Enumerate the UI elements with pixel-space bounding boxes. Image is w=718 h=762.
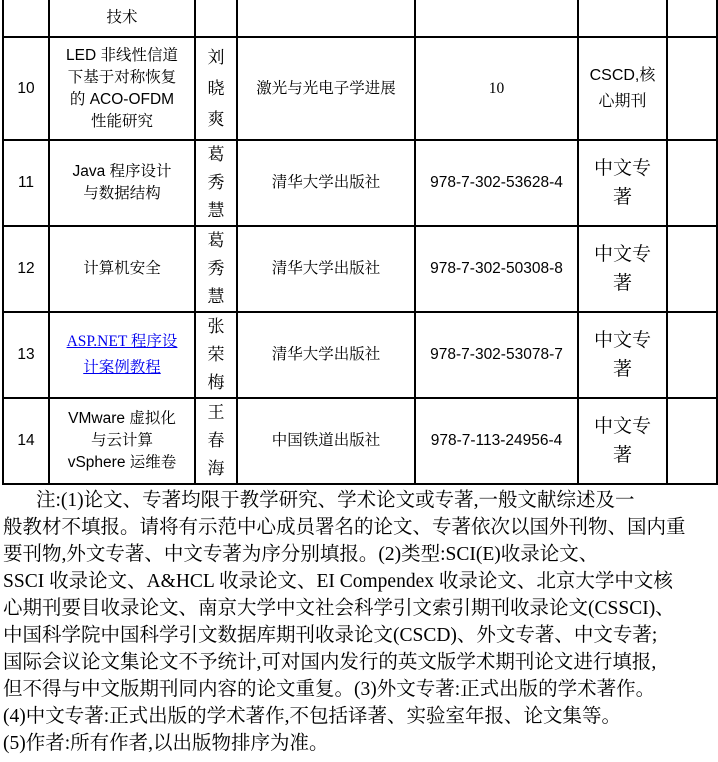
- empty-cell: [667, 398, 717, 484]
- table-row: [3, 312, 717, 398]
- title-line: 与数据结构: [83, 185, 161, 202]
- empty-cell: [667, 226, 717, 312]
- title-line: 与云计算: [90, 432, 153, 449]
- title-cell: [49, 226, 195, 312]
- publisher-cell: 清华大学出版社: [237, 226, 415, 312]
- publisher-cell: 清华大学出版社: [237, 312, 415, 398]
- row-number-cell: 10: [3, 37, 49, 140]
- empty-cell: [667, 37, 717, 140]
- title-line: 的 ACO-OFDM: [69, 90, 175, 108]
- row-number-cell: 12: [3, 226, 49, 312]
- table-row: [3, 140, 717, 226]
- author-cell: [195, 37, 237, 140]
- isbn-cell: 978-7-113-24956-4: [415, 398, 578, 484]
- title-cell: [49, 312, 195, 398]
- footnote-line: 般教材不填报。请将有示范中心成员署名的论文、专著依次以国外刊物、国内重: [3, 517, 686, 538]
- type-line: 著: [612, 187, 632, 208]
- author-cell: [195, 398, 237, 484]
- publisher-cell: 激光与光电子学进展: [237, 37, 415, 140]
- isbn-cell: 978-7-302-50308-8: [415, 226, 578, 312]
- book-title-link[interactable]: [50, 329, 194, 381]
- table-row: [3, 226, 717, 312]
- publisher-cell: 中国铁道出版社: [237, 398, 415, 484]
- publications-table: [2, 0, 718, 485]
- title-line: Java 程序设计: [72, 163, 172, 180]
- type-line: 著: [612, 273, 632, 294]
- table-row-partial: [3, 0, 717, 37]
- table-row: [3, 398, 717, 484]
- title-line: VMware 虚拟化: [68, 410, 176, 427]
- footnote-line: (5)作者:所有作者,以出版物排序为准。: [3, 733, 329, 754]
- author-cell: [195, 226, 237, 312]
- publisher-cell: 清华大学出版社: [237, 140, 415, 226]
- footnotes: [3, 487, 715, 757]
- title-line: LED 非线性信道: [66, 46, 178, 64]
- title-cell: [49, 37, 195, 140]
- footnote-line: 注:(1)论文、专著均限于教学研究、学术论文或专著,一般文献综述及一: [36, 490, 635, 511]
- author-char: 葛: [207, 145, 225, 164]
- type-line: 中文专: [593, 244, 651, 265]
- type-cell: [578, 37, 667, 140]
- author-char: 海: [207, 459, 225, 478]
- author-char: 荣: [207, 345, 225, 364]
- title-line: 下基于对称恢复: [67, 68, 177, 86]
- author-cell: [195, 140, 237, 226]
- title-line: vSphere 运维卷: [67, 454, 177, 471]
- row-number-cell: [3, 0, 49, 37]
- type-line: 著: [612, 445, 632, 466]
- type-cell: [578, 0, 667, 37]
- author-char: 晓: [207, 79, 225, 98]
- type-line: CSCD,核: [589, 66, 656, 84]
- isbn-cell: 978-7-302-53078-7: [415, 312, 578, 398]
- isbn-cell: [415, 0, 578, 37]
- title-line: 计案例教程: [83, 359, 161, 376]
- title-line: ASP.NET 程序设: [66, 333, 178, 350]
- author-char: 慧: [207, 287, 225, 306]
- footnote-line: 中国科学院中国科学引文数据库期刊收录论文(CSCD)、外文专著、中文专著;: [3, 625, 658, 646]
- footnote-line: 国际会议论文集论文不予统计,可对国内发行的英文版学术期刊论文进行填报,: [3, 652, 657, 673]
- title-cell: [49, 140, 195, 226]
- author-char: 王: [207, 403, 225, 422]
- title-line: 性能研究: [90, 112, 153, 130]
- type-cell: [578, 398, 667, 484]
- footnote-line: 但不得与中文版期刊同内容的论文重复。(3)外文专著:正式出版的学术著作。: [3, 679, 656, 700]
- title-fragment: 技术: [106, 9, 138, 26]
- author-char: 张: [207, 317, 225, 336]
- type-line: 中文专: [593, 158, 651, 179]
- footnote-line: 要刊物,外文专著、中文专著为序分别填报。(2)类型:SCI(E)收录论文、: [3, 544, 599, 565]
- row-number-cell: 14: [3, 398, 49, 484]
- author-char: 梅: [207, 373, 225, 392]
- footnote-line: 心期刊要目收录论文、南京大学中文社会科学引文索引期刊收录论文(CSSCI)、: [3, 598, 675, 619]
- title-cell: [49, 398, 195, 484]
- issue-cell: 10: [415, 37, 578, 140]
- footnote-line: SSCI 收录论文、A&HCL 收录论文、EI Compendex 收录论文、北京大学中文核: [3, 571, 673, 592]
- publisher-cell: [237, 0, 415, 37]
- author-cell: [195, 312, 237, 398]
- empty-cell: [667, 312, 717, 398]
- author-char: 秀: [207, 259, 225, 278]
- author-char: 秀: [207, 173, 225, 192]
- type-cell: [578, 140, 667, 226]
- type-line: 心期刊: [598, 92, 647, 110]
- author-char: 慧: [207, 201, 225, 220]
- empty-cell: [667, 140, 717, 226]
- type-line: 中文专: [593, 416, 651, 437]
- footnote-line: (4)中文专著:正式出版的学术著作,不包括译著、实验室年报、论文集等。: [3, 706, 622, 727]
- title-line: 计算机安全: [83, 260, 161, 277]
- title-cell: [49, 0, 195, 37]
- empty-cell: [667, 0, 717, 37]
- author-char: 爽: [207, 110, 225, 129]
- author-char: 葛: [207, 231, 225, 250]
- author-char: 刘: [207, 48, 225, 67]
- isbn-cell: 978-7-302-53628-4: [415, 140, 578, 226]
- type-line: 中文专: [593, 330, 651, 351]
- type-cell: [578, 226, 667, 312]
- author-char: 春: [207, 431, 225, 450]
- table-row: [3, 37, 717, 140]
- author-cell: [195, 0, 237, 37]
- row-number-cell: 11: [3, 140, 49, 226]
- type-cell: [578, 312, 667, 398]
- row-number-cell: 13: [3, 312, 49, 398]
- type-line: 著: [612, 359, 632, 380]
